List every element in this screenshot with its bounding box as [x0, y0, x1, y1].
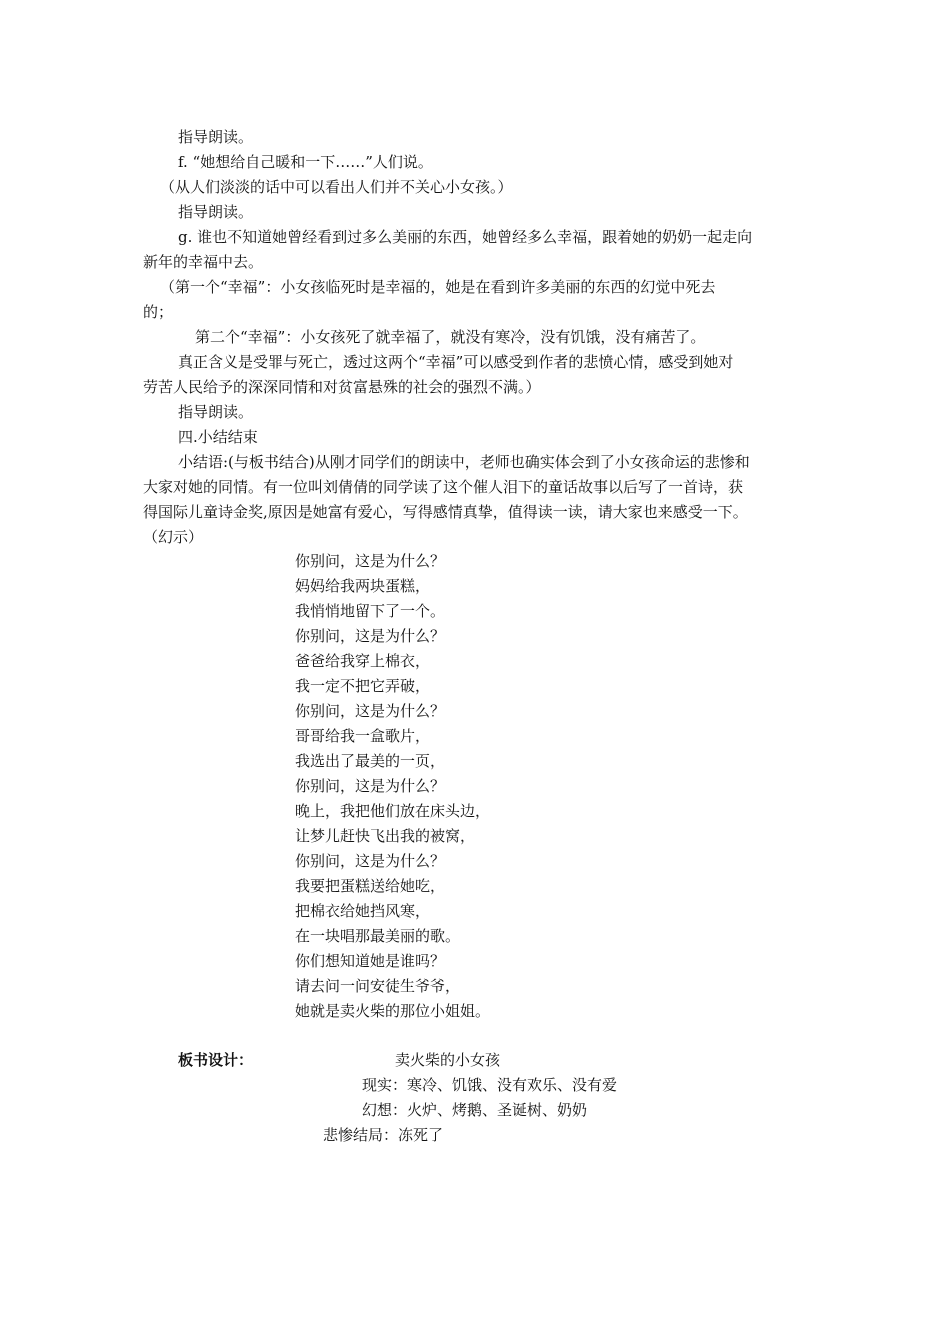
- board-ending: 悲惨结局：冻死了: [323, 1126, 444, 1144]
- poem-line: 你别问，这是为什么？: [295, 852, 446, 870]
- section-heading: 四.小结结束: [178, 428, 258, 446]
- paragraph: 新年的幸福中去。: [143, 253, 264, 271]
- poem-line: 把棉衣给她挡风寒，: [295, 902, 431, 920]
- poem-line: 你别问，这是为什么？: [295, 702, 446, 720]
- poem-line: 你们想知道她是谁吗？: [295, 952, 446, 970]
- board-fantasy: 幻想：火炉、烤鹅、圣诞树、奶奶: [362, 1101, 588, 1119]
- poem-line: 让梦儿赶快飞出我的被窝，: [295, 827, 476, 845]
- paragraph: 指导朗读。: [178, 203, 254, 221]
- poem-line: 我悄悄地留下了一个。: [295, 602, 446, 620]
- board-reality: 现实：寒冷、饥饿、没有欢乐、没有爱: [362, 1076, 618, 1094]
- paragraph: g. 谁也不知道她曾经看到过多么美丽的东西，她曾经多么幸福，跟着她的奶奶一起走向: [178, 228, 753, 246]
- poem-line: 你别问，这是为什么？: [295, 627, 446, 645]
- board-design-label: 板书设计：: [178, 1051, 254, 1069]
- poem-line: 我选出了最美的一页，: [295, 752, 446, 770]
- poem-line: 你别问，这是为什么？: [295, 777, 446, 795]
- paragraph: 大家对她的同情。有一位叫刘倩倩的同学读了这个催人泪下的童话故事以后写了一首诗，获: [143, 478, 744, 496]
- paragraph: 得国际儿童诗金奖,原因是她富有爱心，写得感情真挚，值得读一读，请大家也来感受一下。: [143, 503, 748, 521]
- board-title: 卖火柴的小女孩: [395, 1051, 501, 1069]
- poem-line: 哥哥给我一盒歌片，: [295, 727, 431, 745]
- paragraph: （幻示）: [143, 528, 204, 546]
- paragraph: 小结语:(与板书结合)从刚才同学们的朗读中，老师也确实体会到了小女孩命运的悲惨和: [178, 453, 750, 471]
- poem-line: 我要把蛋糕送给她吃，: [295, 877, 446, 895]
- paragraph: （第一个“幸福”：小女孩临死时是幸福的，她是在看到许多美丽的东西的幻觉中死去: [160, 278, 716, 296]
- poem-line: 在一块唱那最美丽的歌。: [295, 927, 461, 945]
- paragraph: 第二个“幸福”：小女孩死了就幸福了，就没有寒冷，没有饥饿，没有痛苦了。: [195, 328, 706, 346]
- paragraph: 劳苦人民给予的深深同情和对贫富悬殊的社会的强烈不满。）: [143, 378, 541, 396]
- paragraph: （从人们淡淡的话中可以看出人们并不关心小女孩。）: [160, 178, 513, 196]
- paragraph: f. “她想给自己暖和一下……”人们说。: [178, 153, 433, 171]
- paragraph: 真正含义是受罪与死亡，透过这两个“幸福”可以感受到作者的悲愤心情，感受到她对: [178, 353, 734, 371]
- paragraph: 的；: [143, 303, 174, 321]
- poem-line: 你别问，这是为什么？: [295, 552, 446, 570]
- paragraph: 指导朗读。: [178, 128, 254, 146]
- poem-line: 爸爸给我穿上棉衣，: [295, 652, 431, 670]
- poem-line: 请去问一问安徒生爷爷，: [295, 977, 461, 995]
- poem-line: 晚上，我把他们放在床头边，: [295, 802, 491, 820]
- paragraph: 指导朗读。: [178, 403, 254, 421]
- poem-line: 她就是卖火柴的那位小姐姐。: [295, 1002, 491, 1020]
- poem-line: 我一定不把它弄破，: [295, 677, 431, 695]
- poem-line: 妈妈给我两块蛋糕，: [295, 577, 431, 595]
